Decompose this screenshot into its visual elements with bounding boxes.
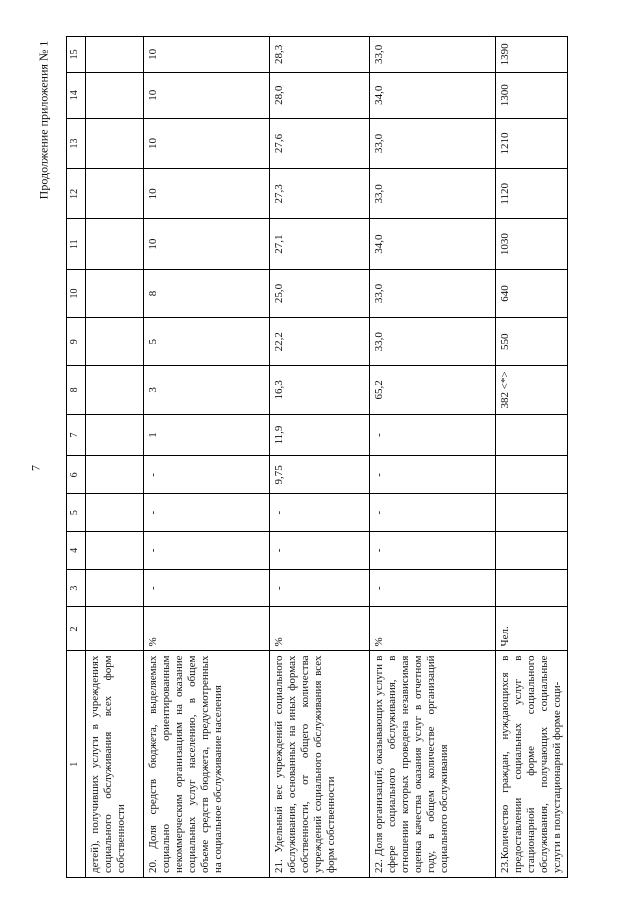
table-area bbox=[66, 36, 572, 878]
value-cell: 550 bbox=[496, 318, 568, 366]
value-cell: 10 bbox=[144, 169, 270, 219]
value-cell: - bbox=[370, 531, 496, 569]
value-cell: 11,9 bbox=[270, 414, 370, 456]
table-row bbox=[270, 37, 370, 878]
value-cell: 1 bbox=[144, 414, 270, 456]
column-number-header: 8 bbox=[67, 366, 86, 414]
value-cell: - bbox=[370, 494, 496, 532]
column-number-header: 10 bbox=[67, 269, 86, 317]
unit-cell bbox=[86, 607, 144, 651]
table-row bbox=[370, 37, 496, 878]
value-cell: 10 bbox=[144, 72, 270, 118]
value-cell: - bbox=[144, 456, 270, 494]
value-cell: 1210 bbox=[496, 118, 568, 168]
value-cell: 640 bbox=[496, 269, 568, 317]
value-cell bbox=[86, 72, 144, 118]
indicator-cell: 22. Доля организаций, оказывающих услуги в сфере социального обслуживания, в отношении которых проведена независимая оценка качества оказания услуг в отчетном году, в общем количестве организаций социального обслуживания bbox=[370, 651, 496, 878]
value-cell bbox=[86, 269, 144, 317]
value-cell bbox=[86, 366, 144, 414]
value-cell: - bbox=[144, 569, 270, 607]
value-cell: 382 <*> bbox=[496, 366, 568, 414]
value-cell bbox=[86, 569, 144, 607]
value-cell: 10 bbox=[144, 118, 270, 168]
value-cell bbox=[86, 219, 144, 269]
value-cell: - bbox=[144, 494, 270, 532]
column-number-header: 12 bbox=[67, 169, 86, 219]
column-number-header: 3 bbox=[67, 569, 86, 607]
table-body bbox=[67, 37, 568, 878]
rotated-table-container bbox=[66, 36, 572, 878]
value-cell: 28,0 bbox=[270, 72, 370, 118]
value-cell: - bbox=[270, 494, 370, 532]
value-cell: 33,0 bbox=[370, 37, 496, 73]
value-cell bbox=[86, 414, 144, 456]
value-cell: 9,75 bbox=[270, 456, 370, 494]
value-cell: - bbox=[370, 569, 496, 607]
value-cell bbox=[496, 494, 568, 532]
value-cell: 25,0 bbox=[270, 269, 370, 317]
column-number-header: 11 bbox=[67, 219, 86, 269]
unit-cell: Чел. bbox=[496, 607, 568, 651]
value-cell bbox=[86, 531, 144, 569]
value-cell: 22,2 bbox=[270, 318, 370, 366]
value-cell: 34,0 bbox=[370, 72, 496, 118]
value-cell: 27,3 bbox=[270, 169, 370, 219]
column-number-header: 13 bbox=[67, 118, 86, 168]
column-number-header: 9 bbox=[67, 318, 86, 366]
column-number-header: 5 bbox=[67, 494, 86, 532]
unit-cell: % bbox=[144, 607, 270, 651]
value-cell bbox=[86, 169, 144, 219]
column-number-header: 1 bbox=[67, 651, 86, 878]
column-number-header: 7 bbox=[67, 414, 86, 456]
value-cell: 33,0 bbox=[370, 118, 496, 168]
value-cell: 5 bbox=[144, 318, 270, 366]
value-cell: 27,1 bbox=[270, 219, 370, 269]
value-cell: 1120 bbox=[496, 169, 568, 219]
value-cell bbox=[86, 37, 144, 73]
page-number: 7 bbox=[28, 465, 43, 471]
value-cell: - bbox=[370, 456, 496, 494]
value-cell: 28,3 bbox=[270, 37, 370, 73]
indicators-table bbox=[66, 36, 568, 878]
unit-cell: % bbox=[270, 607, 370, 651]
column-number-header: 2 bbox=[67, 607, 86, 651]
value-cell: - bbox=[270, 569, 370, 607]
value-cell bbox=[496, 569, 568, 607]
appendix-continuation-header: Продолжение приложения № 1 bbox=[36, 40, 51, 200]
value-cell: 16,3 bbox=[270, 366, 370, 414]
value-cell: 34,0 bbox=[370, 219, 496, 269]
value-cell: 10 bbox=[144, 219, 270, 269]
indicator-cell: детей), получивших услуги в учреждениях социального обслуживания всех форм собственности bbox=[86, 651, 144, 878]
value-cell bbox=[86, 118, 144, 168]
value-cell: 33,0 bbox=[370, 269, 496, 317]
value-cell bbox=[86, 318, 144, 366]
indicator-cell: 20. Доля средств бюджета, выделяемых социально ориентированным некоммерческим организациям на оказание социальных услуг населению, в общем объеме средств бюджета, предусмотренных на социальное обслуживание населения bbox=[144, 651, 270, 878]
value-cell: 27,6 bbox=[270, 118, 370, 168]
column-number-header: 15 bbox=[67, 37, 86, 73]
unit-cell: % bbox=[370, 607, 496, 651]
value-cell bbox=[496, 531, 568, 569]
value-cell bbox=[496, 456, 568, 494]
value-cell: 33,0 bbox=[370, 169, 496, 219]
table-row bbox=[144, 37, 270, 878]
value-cell bbox=[86, 456, 144, 494]
value-cell: 1390 bbox=[496, 37, 568, 73]
value-cell: - bbox=[270, 531, 370, 569]
value-cell: 33,0 bbox=[370, 318, 496, 366]
value-cell: 10 bbox=[144, 37, 270, 73]
column-number-header: 4 bbox=[67, 531, 86, 569]
value-cell: - bbox=[144, 531, 270, 569]
value-cell bbox=[86, 494, 144, 532]
value-cell bbox=[496, 414, 568, 456]
indicator-cell: 23.Количество граждан, нуждающихся в предоставлении социальных услуг в стационарной форме социального обслуживания, получающих социальные услуги в полустационарной форме соци- bbox=[496, 651, 568, 878]
column-number-header: 14 bbox=[67, 72, 86, 118]
value-cell: 1300 bbox=[496, 72, 568, 118]
indicator-cell: 21. Удельный вес учреждений социального обслуживания, основанных на иных формах собственности, от общего количества учреждений социального обслуживания всех форм собственности bbox=[270, 651, 370, 878]
column-number-row bbox=[67, 37, 86, 878]
value-cell: 1030 bbox=[496, 219, 568, 269]
value-cell: 3 bbox=[144, 366, 270, 414]
value-cell: 8 bbox=[144, 269, 270, 317]
table-row bbox=[86, 37, 144, 878]
column-number-header: 6 bbox=[67, 456, 86, 494]
table-row bbox=[496, 37, 568, 878]
value-cell: 65,2 bbox=[370, 366, 496, 414]
value-cell: - bbox=[370, 414, 496, 456]
